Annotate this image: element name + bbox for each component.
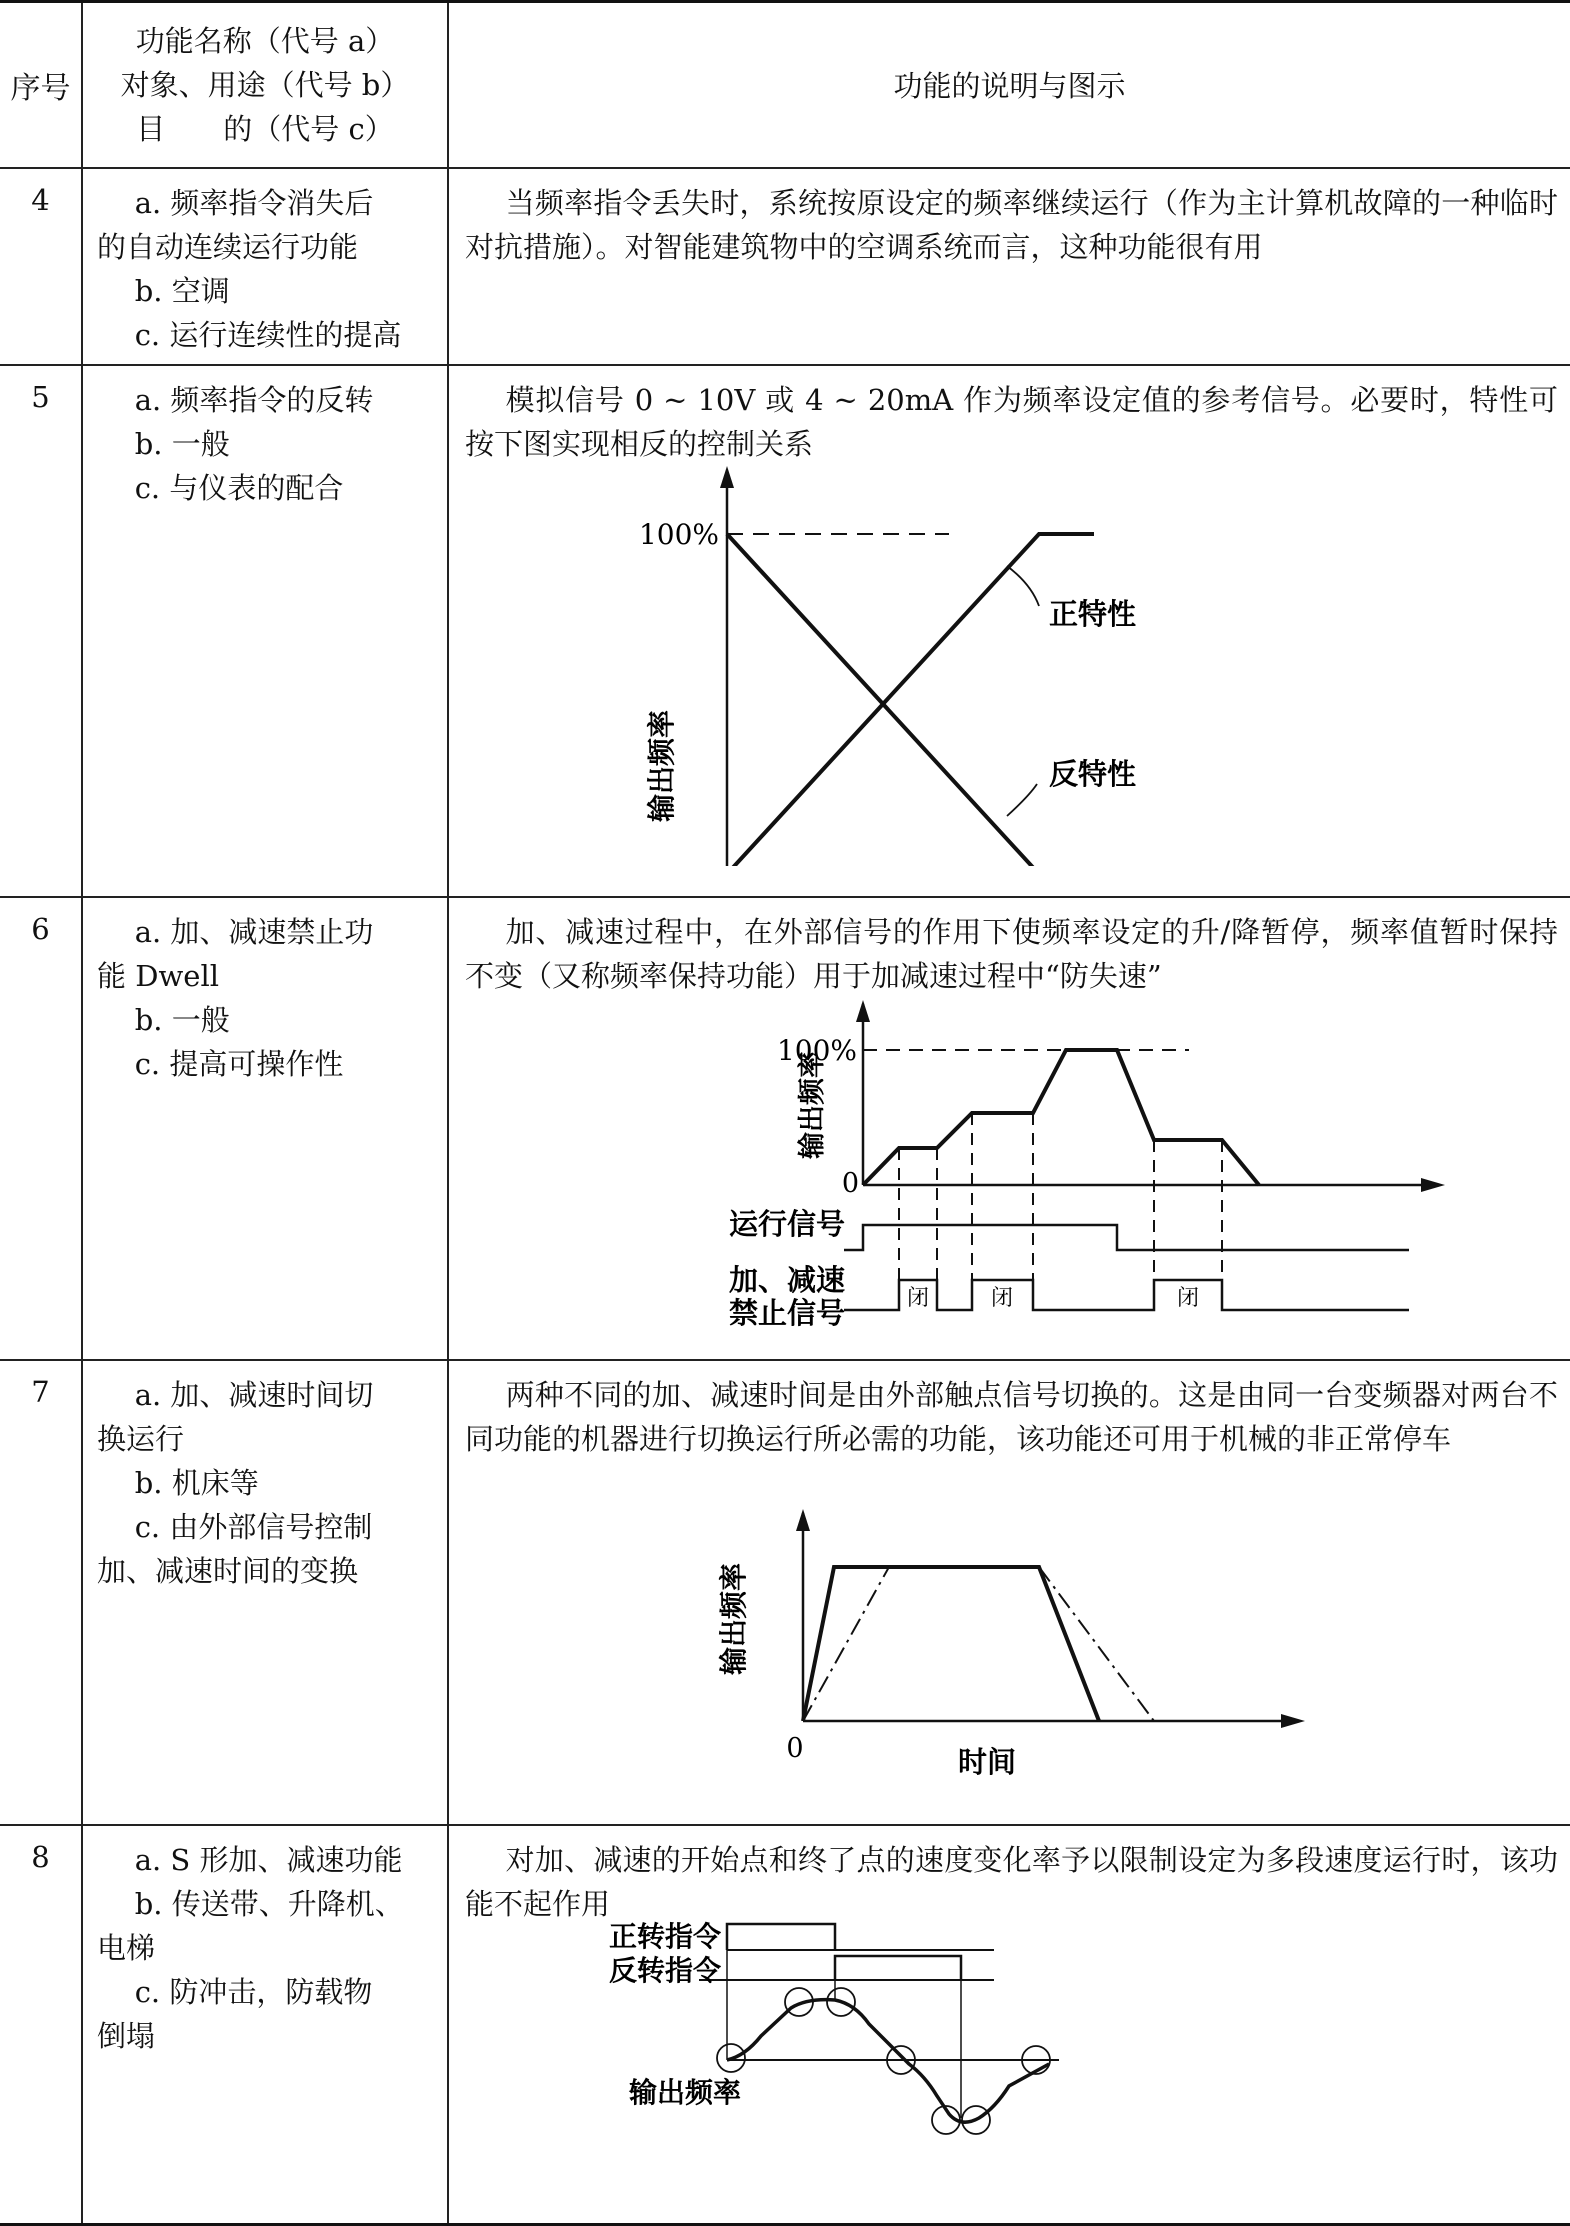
name-line: b. 机床等 [134,1465,259,1500]
y-axis-arrow [856,1000,870,1022]
row-desc [448,1360,1570,1825]
name-line: c. 运行连续性的提高 [134,317,402,352]
header-desc: 功能的说明与图示 [448,2,1570,168]
name-line: c. 由外部信号控制 [134,1509,373,1544]
name-line: 能 Dwell [97,958,220,993]
row-desc [448,365,1570,897]
desc-text: 模拟信号 0 ~ 10V 或 4 ~ 20mA 作为频率设定值的参考信号。必要时，特性可按下图实现相反的控制关系 [465,382,1558,461]
row-no: 5 [0,365,82,897]
output-frequency-trace [863,1050,1259,1185]
name-line: c. 提高可操作性 [134,1046,344,1081]
s-curve-diagram [449,1918,1549,2218]
output-frequency-label: 输出频率 [628,2075,742,2109]
slow-accel-line [803,1567,889,1721]
table-row [0,168,1570,365]
y-axis-arrow [796,1509,810,1531]
name-line: a. 频率指令消失后 [134,185,374,220]
table-row [0,1825,1570,2225]
x-axis-arrow [1421,1178,1445,1192]
table-row [0,1360,1570,1825]
table-row [0,365,1570,897]
reverse-command-pulse [835,1956,961,1980]
row-desc [448,1825,1570,2225]
accel-time-switch-diagram [449,1509,1549,1809]
name-line: b. 空调 [134,273,230,308]
y-top-label: 100% [638,517,719,551]
hold-signal-label-2: 禁止信号 [728,1295,845,1330]
row-name [82,365,448,897]
row-name [82,1825,448,2225]
desc-text: 对加、减速的开始点和终了点的速度变化率予以限制设定为多段速度运行时，该功能不起作用 [465,1842,1558,1921]
header-name-line: 对象、用途（代号 b） [120,67,410,102]
desc-text: 两种不同的加、减速时间是由外部触点信号切换的。这是由同一台变频器对两台不同功能的机器进行切换运行所必需的功能，该功能还可用于机械的非正常停车 [465,1377,1558,1456]
name-line: a. 频率指令的反转 [134,382,374,417]
slow-decel-line [1039,1567,1154,1721]
name-line: a. 加、减速禁止功 [134,914,374,949]
forward-command-label: 正转指令 [608,1919,721,1953]
name-line: c. 与仪表的配合 [134,470,344,505]
name-line: 的自动连续运行功能 [97,229,359,264]
y-axis-label: 输出频率 [717,1562,750,1675]
origin-label: 0 [786,1732,804,1764]
row-no: 8 [0,1825,82,2225]
run-signal-label: 运行信号 [728,1206,845,1241]
reverse-leader-line [1007,784,1037,816]
name-line: a. S 形加、减速功能 [134,1842,403,1877]
reverse-label: 反特性 [1049,756,1137,791]
forward-command-pulse [727,1924,835,1950]
table-header-row [0,2,1570,168]
header-no: 序号 [0,2,82,168]
name-line: 电梯 [97,1930,156,1965]
name-line: 倒塌 [97,2018,156,2053]
x-axis-arrow [1281,1714,1305,1728]
run-signal-trace [844,1225,1409,1250]
y-axis-label: 输出频率 [645,709,678,822]
closed-label: 闭 [990,1285,1014,1311]
positive-characteristic-line [727,534,1094,866]
row-no: 6 [0,897,82,1360]
table-row [0,897,1570,1360]
y-top-label: 100% [776,1033,857,1067]
name-line: b. 一般 [134,1002,230,1037]
y-zero-label: 0 [841,1167,859,1199]
x-axis-label: 时间 [957,1744,1017,1779]
row-no: 7 [0,1360,82,1825]
row-name [82,1360,448,1825]
name-line: b. 传送带、升降机、 [134,1886,404,1921]
header-name [82,2,448,168]
name-line: c. 防冲击，防载物 [134,1974,373,2009]
row-name [82,168,448,365]
row-no: 4 [0,168,82,365]
header-name-line: 目 的（代号 c） [136,111,394,146]
name-line: b. 一般 [134,426,230,461]
closed-label: 闭 [1176,1285,1200,1311]
closed-label: 闭 [906,1285,930,1311]
fast-ramp-profile [803,1567,1099,1721]
header-name-line: 功能名称（代号 a） [135,23,395,58]
desc-text: 加、减速过程中，在外部信号的作用下使频率设定的升/降暂停，频率值暂时保持不变（又称频率保持功能）用于加减速过程中“防失速” [465,914,1558,993]
row-name [82,897,448,1360]
positive-label: 正特性 [1049,596,1137,631]
row-desc [448,168,1570,365]
dwell-diagram [449,1000,1549,1350]
y-axis-arrow [720,466,734,488]
row-desc [448,897,1570,1360]
frequency-reversal-diagram [449,466,1549,866]
desc-text: 当频率指令丢失时，系统按原设定的频率继续运行（作为主计算机故障的一种临时对抗措施）。对智能建筑物中的空调系统而言，这种功能很有用 [465,185,1558,264]
reverse-command-label: 反转指令 [608,1953,721,1987]
name-line: 换运行 [97,1421,185,1456]
positive-leader-line [1007,566,1039,606]
name-line: a. 加、减速时间切 [134,1377,374,1412]
name-line: 加、减速时间的变换 [97,1553,359,1588]
y-axis-label: 输出频率 [797,1050,828,1159]
hold-signal-label-1: 加、减速 [728,1262,845,1297]
